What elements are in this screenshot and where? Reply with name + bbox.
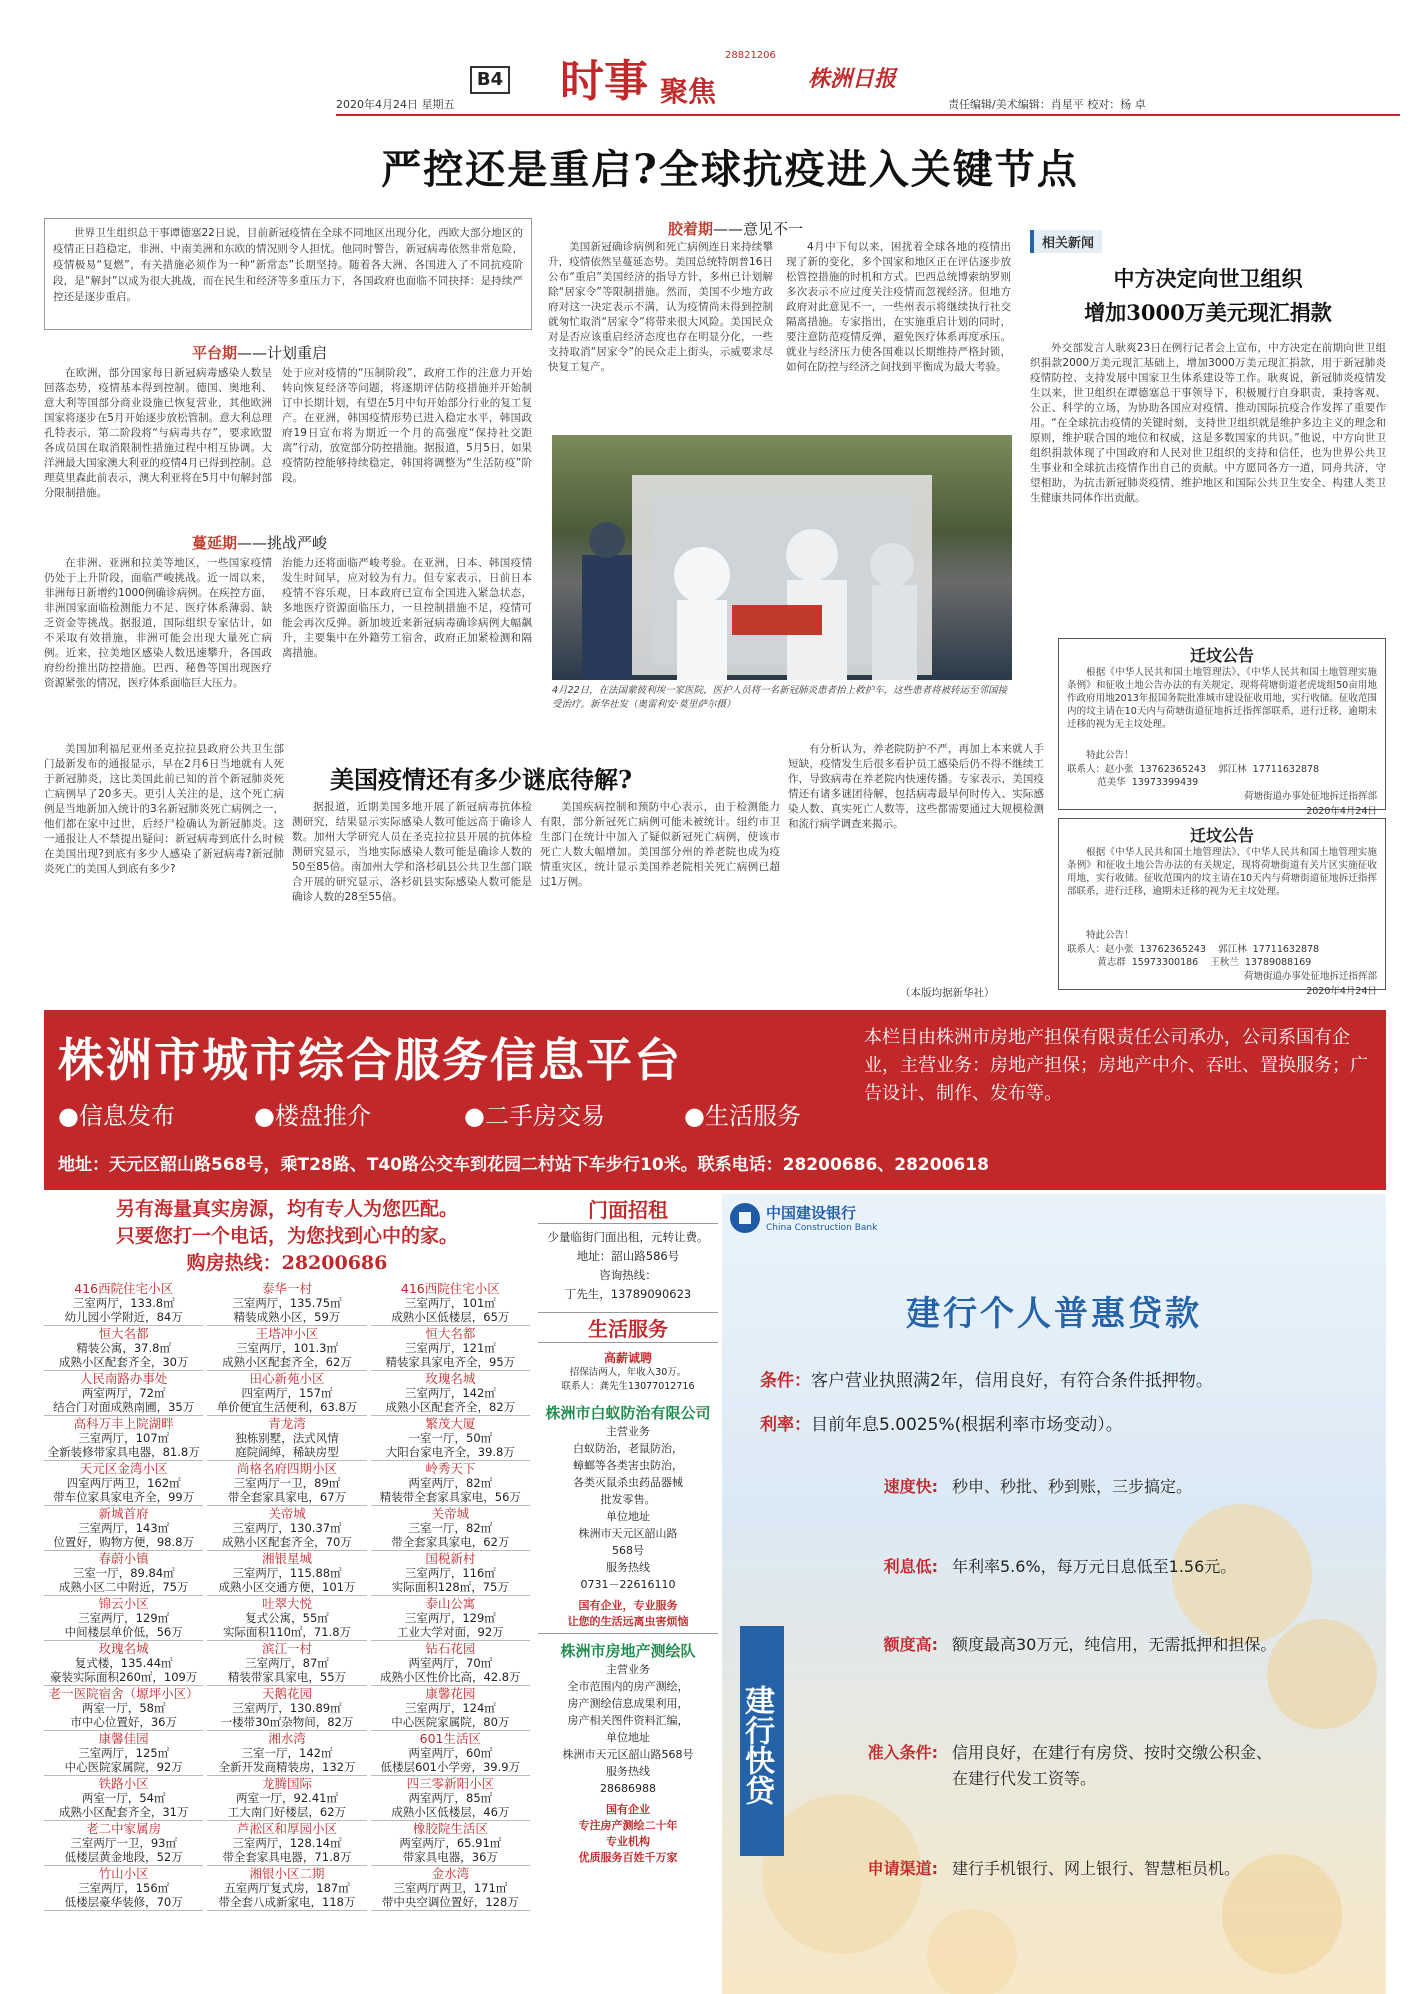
listing-name: 康馨佳园: [98, 1731, 149, 1746]
listing-item: [207, 1776, 366, 1821]
news-photo: [552, 435, 1012, 680]
listing-item: [371, 1326, 530, 1371]
us-article-col4: 有分析认为，养老院防护不严，再加上本来就人手短缺，疫情发生后很多看护员工感染后仍不得不继续工作，导致病毒在养老院内快速传播。专家表示，美国疫情还有诸多谜团待解，包括病毒最早何时传入、实际感染人数、真实死亡人数等，这些都需要通过大规模检测和流行病学调查来揭示。: [788, 743, 1044, 830]
ambulance-scene-illustration: [552, 435, 1012, 680]
listing-detail: 三室两厅，107㎡: [78, 1431, 170, 1445]
listing-item: [207, 1506, 366, 1551]
listing-name: 钻石花园: [425, 1641, 476, 1656]
listing-detail: 三室两厅，156㎡: [78, 1881, 170, 1895]
listing-name: 湘银小区二期: [249, 1866, 325, 1881]
platform-bullet-2: ●楼盘推介: [254, 1102, 371, 1130]
listing-detail: 两室两厅，70㎡: [408, 1656, 493, 1670]
listing-detail: 实际面积110㎡，71.8万: [222, 1625, 352, 1639]
listing-detail: 成熟小区配套齐全，30万: [58, 1355, 189, 1369]
listing-name: 康馨花园: [425, 1686, 476, 1701]
listings-grid: [44, 1281, 530, 1911]
listing-detail: 三室两厅两卫，171㎡: [393, 1881, 508, 1895]
listing-detail: 一楼带30㎡杂物间，82万: [220, 1715, 354, 1729]
article-source: （本版均据新华社）: [900, 987, 995, 999]
listing-detail: 复式楼，135.44㎡: [74, 1656, 173, 1670]
listing-name: 锦云小区: [98, 1596, 149, 1611]
listing-detail: 成熟小区配套齐全，70万: [222, 1535, 352, 1549]
bank-row-4: [828, 1740, 1368, 1792]
ccb-logo-en: China Construction Bank: [766, 1223, 878, 1233]
listing-detail: 全新开发商精装房，132万: [218, 1760, 356, 1774]
notice-org: 荷塘街道办事处征地拆迁指挥部: [1243, 971, 1377, 982]
listing-detail: 三室两厅，124㎡: [404, 1701, 496, 1715]
listing-detail: 实际面积128㎡，75万: [391, 1580, 509, 1594]
platform-bullet-1: ●信息发布: [58, 1102, 175, 1130]
listing-detail: 位置好，购物方便，98.8万: [53, 1535, 194, 1549]
listing-detail: 独栋别墅，法式风情: [235, 1431, 339, 1445]
listing-name: 泰山公寓: [425, 1596, 476, 1611]
notice-date: 2020年4月24日: [1306, 986, 1377, 997]
listing-item: [371, 1821, 530, 1866]
listing-name: 关帝城: [431, 1506, 470, 1521]
header-rule: [336, 114, 1400, 116]
listing-detail: 成熟小区配套齐全，82万: [385, 1400, 516, 1414]
listing-name: 恒大名都: [425, 1326, 476, 1341]
listing-detail: 三室两厅，129㎡: [78, 1611, 170, 1625]
listing-detail: 复式公寓，55㎡: [245, 1611, 329, 1625]
bank-ad-title: 建行个人普惠贷款: [906, 1294, 1202, 1334]
listing-detail: 三室一厅，89.84㎡: [72, 1566, 175, 1580]
page-header: [0, 0, 1420, 120]
listing-detail: 三室两厅，101㎡: [404, 1296, 496, 1310]
listing-detail: 带全套家具家电，67万: [227, 1490, 347, 1504]
notice-body: 根据《中华人民共和国土地管理法》、《中华人民共和国土地管理实施条例》和征收土地公告办法的有关规定，现将荷塘街道老虎垅组50亩用地作政府用地2013年报国务院批准城市建设征收用地，实行收储。征收范围内的坟主请在10天内与荷塘街道征地拆迁指挥部联系，进行迁移，逾期未迁移的视为无主坟处理。: [1067, 667, 1377, 730]
listing-detail: 三室两厅，116㎡: [404, 1566, 496, 1580]
listing-name: 芦淞区和厚园小区: [236, 1821, 337, 1836]
page-number-badge: B4: [470, 66, 510, 94]
platform-bullet-3: ●二手房交易: [464, 1102, 605, 1130]
listing-detail: 低楼层601小学旁，39.9万: [380, 1760, 521, 1774]
listing-name: 橡胶院生活区: [412, 1821, 488, 1836]
listing-detail: 三室两厅一卫，89㎡: [233, 1476, 341, 1490]
listing-detail: 全新装修带家具电器，81.8万: [47, 1445, 200, 1459]
listing-name: 天鹅花园: [261, 1686, 312, 1701]
notice-title: 迁坟公告: [1189, 646, 1254, 665]
listing-detail: 成熟小区低楼层，65万: [391, 1310, 510, 1324]
listing-name: 新城首府: [98, 1506, 149, 1521]
pest-control-title: 株洲市白蚁防治有限公司: [545, 1404, 711, 1422]
listing-name: 高科万丰上院湖畔: [73, 1416, 174, 1431]
listing-detail: 成熟小区二中附近，75万: [58, 1580, 189, 1594]
listing-name: 老一医院宿舍（塬坪小区）: [48, 1686, 199, 1701]
us-article-col3: 美国疾病控制和预防中心表示，由于检测能力有限，部分新冠死亡病例可能未被统计。纽约市卫生部门在统计中加入了疑似新冠死亡病例，使该市死亡人数大幅增加。美国部分州的养老院也成为疫情重灾区，统计显示美国养老院相关死亡病例已超过1万例。: [540, 801, 780, 888]
listings-panel: [44, 1194, 530, 1994]
listing-item: [44, 1596, 203, 1641]
listing-detail: 三室两厅，130.89㎡: [232, 1701, 342, 1715]
listing-detail: 成熟小区交通方便，101万: [218, 1580, 356, 1594]
platform-address: 地址：天元区韶山路568号，乘T28路、T40路公交车到花园二村站下车步行10米。联系电话：28200686、28200618: [58, 1155, 989, 1175]
listing-name: 416西院住宅小区: [74, 1281, 174, 1296]
bank-row-value: 年利率5.6%，每万元日息低至1.56元。: [952, 1557, 1237, 1576]
listing-detail: 带全套家具电器，71.8万: [222, 1850, 352, 1864]
listing-name: 国税新村: [425, 1551, 476, 1566]
ccb-logo-icon: [730, 1203, 760, 1233]
survey-slogan-4: 优质服务百姓千万家: [578, 1851, 678, 1864]
spread-col1: 在非洲、亚洲和拉美等地区，一些国家疫情仍处于上升阶段，面临严峻挑战。近一周以来，非洲每日新增约1000例确诊病例。在疾控方面，非洲国家面临检测能力不足、医疗体系薄弱、缺乏资金等挑战。据报道，国际组织专家估计，如不采取有效措施，非洲可能会出现大量死亡病例。近来，拉美地区感染人数迅速攀升，各国政府纷纷推出防控措施。巴西、秘鲁等国出现医疗资源紧张的情况，医疗体系面临巨大压力。: [44, 557, 272, 689]
platform-banner: [44, 1010, 1386, 1190]
listing-item: [44, 1866, 203, 1911]
listing-detail: 两室一厅，54㎡: [81, 1791, 166, 1805]
lead-paragraph: 世界卫生组织总干事谭德塞22日说，目前新冠疫情在全球不同地区出现分化，西欧大部分地区的疫情正日趋稳定，非洲、中南美洲和东欧的情况则令人担忧。他同时警告，新冠病毒依然非常危险，疫情极易“复燃”，有关措施必须作为一种“新常态”长期坚持。随着各大洲、各国进入了不同抗疫阶段，是“解封”以成为很大挑战，而在民生和经济等多重压力下，各国政府也面临不同抉择：是持续严控还是逐步重启。: [53, 227, 523, 303]
listing-detail: 中间楼层单价低，56万: [64, 1625, 183, 1639]
listing-item: [44, 1281, 203, 1326]
notice-closing: 特此公告！: [1086, 930, 1134, 941]
bank-row-1: [828, 1474, 1368, 1497]
listing-item: [44, 1821, 203, 1866]
survey-team-title: 株洲市房地产测绘队: [560, 1642, 696, 1660]
listing-name: 春蔚小镇: [98, 1551, 149, 1566]
notice-body: 根据《中华人民共和国土地管理法》、《中华人民共和国土地管理实施条例》和征收土地公告办法的有关规定，现将荷塘街道有关片区实施征收用地，实行收储。征收范围内的坟主请在10天内与荷塘街道征地拆迁指挥部联系，进行迁移，逾期未迁移的视为无主坟处理。: [1067, 847, 1377, 897]
listing-name: 老二中家属房: [86, 1821, 162, 1836]
main-headline: 严控还是重启?全球抗疫进入关键节点: [381, 146, 1079, 193]
listing-detail: 两室一厅，92.41㎡: [236, 1791, 338, 1805]
listing-item: [44, 1731, 203, 1776]
listing-detail: 一室一厅，50㎡: [408, 1431, 493, 1445]
us-article-title: 美国疫情还有多少谜底待解?: [330, 765, 633, 794]
listing-item: [371, 1866, 530, 1911]
listing-item: [371, 1596, 530, 1641]
listing-detail: 精装带全套家具家电，56万: [379, 1490, 521, 1504]
listing-detail: 三室两厅，101.3㎡: [236, 1341, 338, 1355]
middle-ads: [538, 1194, 718, 1994]
notice-contacts: 联系人：赵小张 13762365243 郭江林 17711632878 黄志群 15973300186 王秋兰 13789088169: [1067, 944, 1320, 968]
platform-bullet-4: ●生活服务: [684, 1102, 801, 1130]
listing-detail: 三室两厅，129㎡: [404, 1611, 496, 1625]
door-rental-title: 门面招租: [538, 1194, 718, 1224]
listing-item: [207, 1371, 366, 1416]
listing-item: [44, 1686, 203, 1731]
listing-item: [371, 1686, 530, 1731]
life-service-title: 生活服务: [538, 1312, 718, 1343]
section-title: 时事: [560, 56, 648, 107]
listing-item: [44, 1416, 203, 1461]
peak-col2: 4月中下旬以来，困扰着全球各地的疫情出现了新的变化，多个国家和地区正在评估逐步放松管控措施的时机和方式。巴西总统博索纳罗则多次表示不应过度关注疫情而忽视经济。但地方政府对此意见不一，一些州表示将继续执行社交隔离措施。专家指出，在实施重启计划的同时，要注意防范疫情反弹，避免医疗体系再度承压。就业与经济压力使各国难以长期维持严格封锁，如何在防控与经济之间找到平衡成为最大考验。: [786, 241, 1011, 373]
listing-detail: 成熟小区性价比高，42.8万: [380, 1670, 521, 1684]
listing-detail: 两室两厅，60㎡: [408, 1746, 493, 1760]
listing-item: [207, 1461, 366, 1506]
listing-name: 关帝城: [268, 1506, 306, 1521]
bank-row-value: 额度最高30万元，纯信用，无需抵押和担保。: [952, 1635, 1277, 1654]
pest-slogan-1: 国有企业，专业服务: [578, 1599, 678, 1612]
listing-name: 繁茂大厦: [425, 1416, 476, 1431]
listing-name: 王塔冲小区: [255, 1326, 319, 1341]
listing-item: [207, 1641, 366, 1686]
listing-detail: 中心医院家属院，92万: [64, 1760, 183, 1774]
listing-detail: 三室两厅，87㎡: [245, 1656, 329, 1670]
listing-name: 吐翠大悦: [261, 1596, 312, 1611]
issue-date: 2020年4月24日 星期五: [336, 98, 455, 111]
listing-detail: 工大南门好楼层，62万: [227, 1805, 347, 1819]
related-title-2: 增加3000万美元现汇捐款: [1084, 300, 1332, 325]
listing-detail: 大阳台家电齐全，39.8万: [385, 1445, 515, 1459]
listing-item: [207, 1326, 366, 1371]
listing-item: [371, 1731, 530, 1776]
pest-control-text: 主营业务 白蚁防治，老鼠防治， 蟑螂等各类害虫防治， 各类灭鼠杀虫药品器械 批发零售。 单位地址 株洲市天元区韶山路 568号 服务热线 0731－22616110: [573, 1425, 683, 1591]
listing-detail: 结合门对面成熟南圃，35万: [53, 1400, 195, 1414]
listing-detail: 两室两厅，65.91㎡: [399, 1836, 502, 1850]
listing-detail: 三室两厅，128.14㎡: [232, 1836, 342, 1850]
listing-detail: 带车位家具家电齐全，99万: [53, 1490, 195, 1504]
bank-rate: 利率：目前年息5.0025%(根据利率市场变动）。: [760, 1415, 1123, 1435]
listing-item: [44, 1371, 203, 1416]
recruit-title: 高薪诚聘: [603, 1351, 652, 1365]
peak-heading: 胶着期——意见不一: [668, 220, 804, 238]
listing-name: 岭秀天下: [425, 1461, 476, 1476]
spread-heading: 蔓延期——挑战严峻: [192, 534, 328, 552]
platform-description: 本栏目由株洲市房地产担保有限责任公司承办，公司系国有企业，主营业务：房地产担保；房地产中介、吞吐、置换服务；广告设计、制作、发布等。: [864, 1027, 1368, 1104]
listing-detail: 带中央空调位置好，128万: [381, 1895, 519, 1909]
listing-detail: 成熟小区低楼层，46万: [391, 1805, 510, 1819]
listing-detail: 两室一厅，58㎡: [81, 1701, 166, 1715]
related-news: [1030, 230, 1386, 630]
relocation-notice-2: [1058, 818, 1386, 997]
listing-name: 竹山小区: [98, 1866, 149, 1881]
listing-item: [371, 1371, 530, 1416]
bank-row-2: [828, 1554, 1368, 1577]
listing-name: 龙腾国际: [261, 1776, 312, 1791]
listing-name: 恒大名都: [98, 1326, 149, 1341]
listing-name: 天元区金湾小区: [79, 1461, 168, 1476]
pest-slogan-2: 让您的生活远离虫害烦恼: [538, 1613, 718, 1634]
listing-item: [371, 1551, 530, 1596]
related-title-1: 中方决定向世卫组织: [1113, 266, 1303, 291]
listing-detail: 五室两厅复式房，187㎡: [224, 1881, 350, 1895]
listing-detail: 三室两厅一卫，93㎡: [70, 1836, 177, 1850]
listing-name: 601生活区: [419, 1731, 481, 1746]
listing-name: 青龙湾: [268, 1416, 306, 1431]
notice-date: 2020年4月24日: [1306, 806, 1377, 817]
listing-name: 四三零新阳小区: [406, 1776, 495, 1791]
bank-row-value: 信用良好，在建行有房贷、按时交缴公积金、在建行代发工资等。: [952, 1743, 1273, 1788]
survey-slogan-3: 专业机构: [606, 1835, 650, 1848]
door-rental-text: 少量临街门面出租，元转让费。 地址：韶山路586号 咨询热线： 丁先生，13789090623: [547, 1230, 709, 1301]
notice-closing: 特此公告！: [1086, 750, 1134, 761]
us-article-col1: 美国加利福尼亚州圣克拉拉县政府公共卫生部门最新发布的通报显示，早在2月6日当地就有人死于新冠肺炎，这比美国此前已知的首个新冠肺炎死亡病例早了20多天。更引人关注的是，这个死亡病例是当地新加入统计的3名新冠肺炎死亡病例之一，他们都在家中过世，后经尸检确认为新冠肺炎。这一通报让人不禁提出疑问：新冠病毒到底什么时候在美国出现?到底有多少人感染了新冠病毒?新冠肺炎死亡的美国人到底有多少?: [44, 743, 284, 875]
listing-detail: 两室两厅，82㎡: [408, 1476, 493, 1490]
listing-item: [44, 1326, 203, 1371]
listing-detail: 成熟小区配套齐全，31万: [58, 1805, 189, 1819]
listing-name: 玫瑰名城: [98, 1641, 149, 1656]
notice-contacts: 联系人：赵小张 13762365243 郭江林 17711632878 范美华 13973399439: [1067, 764, 1320, 788]
listing-item: [371, 1776, 530, 1821]
relocation-notice-1: [1058, 638, 1386, 817]
photo-caption: 4月22日，在法国蒙彼利埃一家医院，医护人员将一名新冠肺炎患者抬上救护车，这些患者将被转运至邻国接受治疗。新华社发（奥雷利安·莫里萨尔摄）: [552, 685, 1008, 710]
notice-org: 荷塘街道办事处征地拆迁指挥部: [1243, 791, 1377, 802]
listing-detail: 幼儿园小学附近，84万: [64, 1310, 183, 1324]
listing-item: [44, 1506, 203, 1551]
bank-row-label: 准入条件:: [867, 1743, 938, 1762]
listing-name: 铁路小区: [98, 1776, 149, 1791]
listing-item: [371, 1641, 530, 1686]
listing-detail: 三室一厅，142㎡: [241, 1746, 333, 1760]
bank-row-value: 建行手机银行、网上银行、智慧柜员机。: [952, 1859, 1241, 1878]
survey-slogan-2: 专注房产测绘二十年: [578, 1819, 678, 1832]
coins-decoration: [722, 1454, 1386, 1994]
bank-row-5: [828, 1856, 1368, 1882]
listing-name: 金水湾: [431, 1866, 470, 1881]
listing-name: 人民南路办事处: [79, 1371, 168, 1386]
listing-name: 滨江一村: [261, 1641, 312, 1656]
listing-item: [371, 1416, 530, 1461]
listing-detail: 三室两厅，115.88㎡: [232, 1566, 342, 1580]
related-body: 外交部发言人耿爽23日在例行记者会上宣布，中方决定在前期向世卫组织捐款2000万美元现汇基础上，增加3000万美元现汇捐款，用于新冠肺炎疫情防控、支持发展中国家卫生体系建设等工作。耿爽说，新冠肺炎疫情发生以来，世卫组织在谭德塞总干事领导下，积极履行自身职责，秉持客观、公正、科学的立场，为协助各国应对疫情、推动国际抗疫合作发挥了重要作用。“在全球抗击疫情的关键时刻，支持世卫组织就是维护多边主义的理念和原则，维护联合国的地位和权威，这是多数国家的共识。”他说，中方向世卫组织捐款体现了中国政府和人民对世卫组织的支持和信任，也为世界公共卫生事业和全球抗击疫情作出自己的贡献。中方愿同各方一道，同舟共济，守望相助，为抗击新冠肺炎疫情、维护地区和国际公共卫生安全、构建人类卫生健康共同体作出贡献。: [1030, 342, 1386, 504]
peak-col1: 美国新冠确诊病例和死亡病例连日来持续攀升，疫情依然呈蔓延态势。美国总统特朗普16日公布“重启”美国经济的指导方针，多州已计划解除“居家令”等限制措施。然而，美国不少地方政府对这一决定表示不满，认为疫情尚未得到控制就匆忙取消“居家令”将带来很大风险。美国民众对是否应该重启经济态度也存在明显分化，一些支持取消“居家令”的民众走上街头，示威要求尽快复工复产。: [548, 241, 773, 373]
bank-row-label: 速度快:: [883, 1477, 938, 1496]
recruit-text: 招保洁两人，年收入30万。 联系人：龚先生13077012716: [561, 1367, 695, 1392]
listing-item: [207, 1551, 366, 1596]
listings-hotline: 购房热线：28200686: [186, 1252, 388, 1274]
listing-item: [207, 1731, 366, 1776]
listing-item: [207, 1686, 366, 1731]
bank-condition: 条件：客户营业执照满2年，信用良好，有符合条件抵押物。: [760, 1371, 1213, 1391]
survey-slogan-1: 国有企业: [606, 1803, 650, 1816]
listing-detail: 三室两厅，142㎡: [404, 1386, 496, 1400]
listing-name: 尚格名府四期小区: [236, 1461, 337, 1476]
listing-item: [207, 1281, 366, 1326]
listing-detail: 三室两厅，135.75㎡: [232, 1296, 342, 1310]
listing-item: [371, 1506, 530, 1551]
listing-detail: 带家具电器，36万: [402, 1850, 498, 1864]
listing-item: [44, 1551, 203, 1596]
quick-loan-badge: 建行快贷: [740, 1626, 784, 1856]
listing-detail: 工业大学对面，92万: [397, 1625, 504, 1639]
listing-item: [44, 1641, 203, 1686]
platform-title: 株洲市城市综合服务信息平台: [58, 1033, 682, 1087]
listing-detail: 三室一厅，82㎡: [408, 1521, 493, 1535]
listing-detail: 豪装实际面积260㎡，109万: [49, 1670, 198, 1684]
listing-detail: 精装家具家电齐全，95万: [385, 1355, 516, 1369]
listing-detail: 带全套家具家电，62万: [391, 1535, 510, 1549]
us-article-col2: 据报道，近期美国多地开展了新冠病毒抗体检测研究，结果显示实际感染人数可能远高于确诊人数。加州大学研究人员在圣克拉拉县开展的抗体检测研究显示，当地实际感染人数可能是确诊人数的50至85倍。南加州大学和洛杉矶县公共卫生部门联合开展的研究显示，洛杉矶县实际感染人数可能是确诊人数的28至55倍。: [292, 801, 532, 903]
survey-team-text: 主营业务 全市范围内的房产测绘， 房产测绘信息成果利用， 房产相关图件资料汇编， 单位地址 株洲市天元区韶山路568号 服务热线 28686988: [562, 1663, 694, 1795]
plateau-col1: 在欧洲，部分国家每日新冠病毒感染人数呈回落态势，疫情基本得到控制。德国、奥地利、意大利等国部分商业设施已恢复营业，其他欧洲国家将逐步在5月开始逐步放松管制。意大利总理孔特表示，第二阶段将“与病毒共存”，要求欧盟各成员国在取消限制性措施过程中相互协调。大洋洲最大国家澳大利亚的疫情4月已得到控制。总理莫里森此前表示，澳大利亚将在5月中旬解封部分限制措施。: [44, 367, 272, 499]
listing-item: [207, 1596, 366, 1641]
listing-detail: 带全套八成新家电，118万: [218, 1895, 356, 1909]
listing-detail: 两室两厅，85㎡: [408, 1791, 493, 1805]
lead-box: [44, 218, 532, 330]
listing-detail: 低楼层黄金地段，52万: [64, 1850, 183, 1864]
listing-detail: 三室两厅，130.37㎡: [232, 1521, 342, 1535]
listing-item: [207, 1821, 366, 1866]
plateau-heading: 平台期——计划重启: [192, 344, 328, 362]
listing-item: [44, 1461, 203, 1506]
bank-row-label: 额度高:: [883, 1635, 938, 1654]
listing-detail: 单价便宜生活便利，63.8万: [216, 1400, 358, 1414]
listing-detail: 三室两厅，125㎡: [78, 1746, 170, 1760]
spread-col2: 治能力还将面临严峻考验。在亚洲，日本、韩国疫情发生时间早，应对较为有力。但专家表示，日前日本疫情不容乐观，日本政府已宣布全国进入紧急状态，多地医疗资源面临压力，一旦控制措施不足，疫情可能会再次反弹。新加坡近来新冠病毒确诊病例大幅飙升，主要集中在外籍劳工宿舍，政府正加紧检测和隔离措施。: [282, 557, 532, 659]
bank-row-value: 秒申、秒批、秒到账，三步搞定。: [952, 1477, 1193, 1496]
listing-detail: 低楼层豪华装修，70万: [64, 1895, 183, 1909]
listing-detail: 四室两厅，157㎡: [241, 1386, 333, 1400]
ccb-logo-cn: 中国建设银行: [766, 1204, 857, 1222]
related-label: 相关新闻: [1030, 230, 1102, 253]
listing-detail: 三室两厅，121㎡: [404, 1341, 496, 1355]
bank-row-label: 申请渠道:: [867, 1859, 938, 1878]
bank-row-3: [828, 1632, 1368, 1658]
listings-banner-2: 只要您打一个电话，为您找到心中的家。: [115, 1225, 458, 1247]
listing-detail: 精装公寓，37.8㎡: [76, 1341, 171, 1355]
listing-detail: 三室两厅，133.8㎡: [72, 1296, 175, 1310]
listings-banner-1: 另有海量真实房源，均有专人为您匹配。: [115, 1198, 458, 1220]
listing-name: 湘银星城: [261, 1551, 312, 1566]
header-phone: 28821206: [725, 50, 776, 61]
listing-detail: 两室两厅，72㎡: [81, 1386, 166, 1400]
listing-item: [371, 1461, 530, 1506]
listing-name: 湘水湾: [268, 1731, 306, 1746]
section-title-2: 聚焦: [660, 75, 717, 108]
bank-row-label: 利息低:: [883, 1557, 938, 1576]
notice-title: 迁坟公告: [1189, 826, 1254, 845]
listing-item: [207, 1866, 366, 1911]
listing-detail: 成熟小区配套齐全，62万: [222, 1355, 352, 1369]
listing-detail: 三室两厅，143㎡: [78, 1521, 170, 1535]
editor-credits: 责任编辑/美术编辑：肖星平 校对：杨 卓: [948, 98, 1146, 111]
listing-name: 田心新苑小区: [249, 1371, 325, 1386]
listing-name: 416西院住宅小区: [400, 1281, 500, 1296]
listing-name: 玫瑰名城: [425, 1371, 476, 1386]
listing-detail: 中心医院家属院，80万: [391, 1715, 510, 1729]
listing-name: 泰华一村: [261, 1281, 312, 1296]
listing-detail: 市中心位置好，36万: [70, 1715, 177, 1729]
listing-item: [371, 1281, 530, 1326]
listing-item: [207, 1416, 366, 1461]
listing-item: [44, 1776, 203, 1821]
listing-detail: 庭院阔绰，稀缺房型: [235, 1445, 339, 1459]
plateau-col2: 处于应对疫情的“压制阶段”，政府工作的注意力开始转向恢复经济等问题，将逐期评估防疫措施并开始制订中长期计划，有望在5月中旬开始部分行业的复工复产。在亚洲，韩国疫情形势已进入稳定水平，韩国政府19日宣布将为期近一个月的高强度“保持社交距离”行动，放宽部分防控措施。据报道，5月5日，如果疫情防控能够持续稳定，韩国将调整为“生活防疫”阶段。: [282, 367, 532, 484]
listing-detail: 精装成熟小区，59万: [233, 1310, 341, 1324]
ccb-logo: [730, 1202, 877, 1233]
newspaper-logo: 株洲日报: [808, 66, 897, 92]
listing-detail: 精装带家具家电，55万: [227, 1670, 347, 1684]
listing-detail: 四室两厅两卫，162㎡: [66, 1476, 181, 1490]
